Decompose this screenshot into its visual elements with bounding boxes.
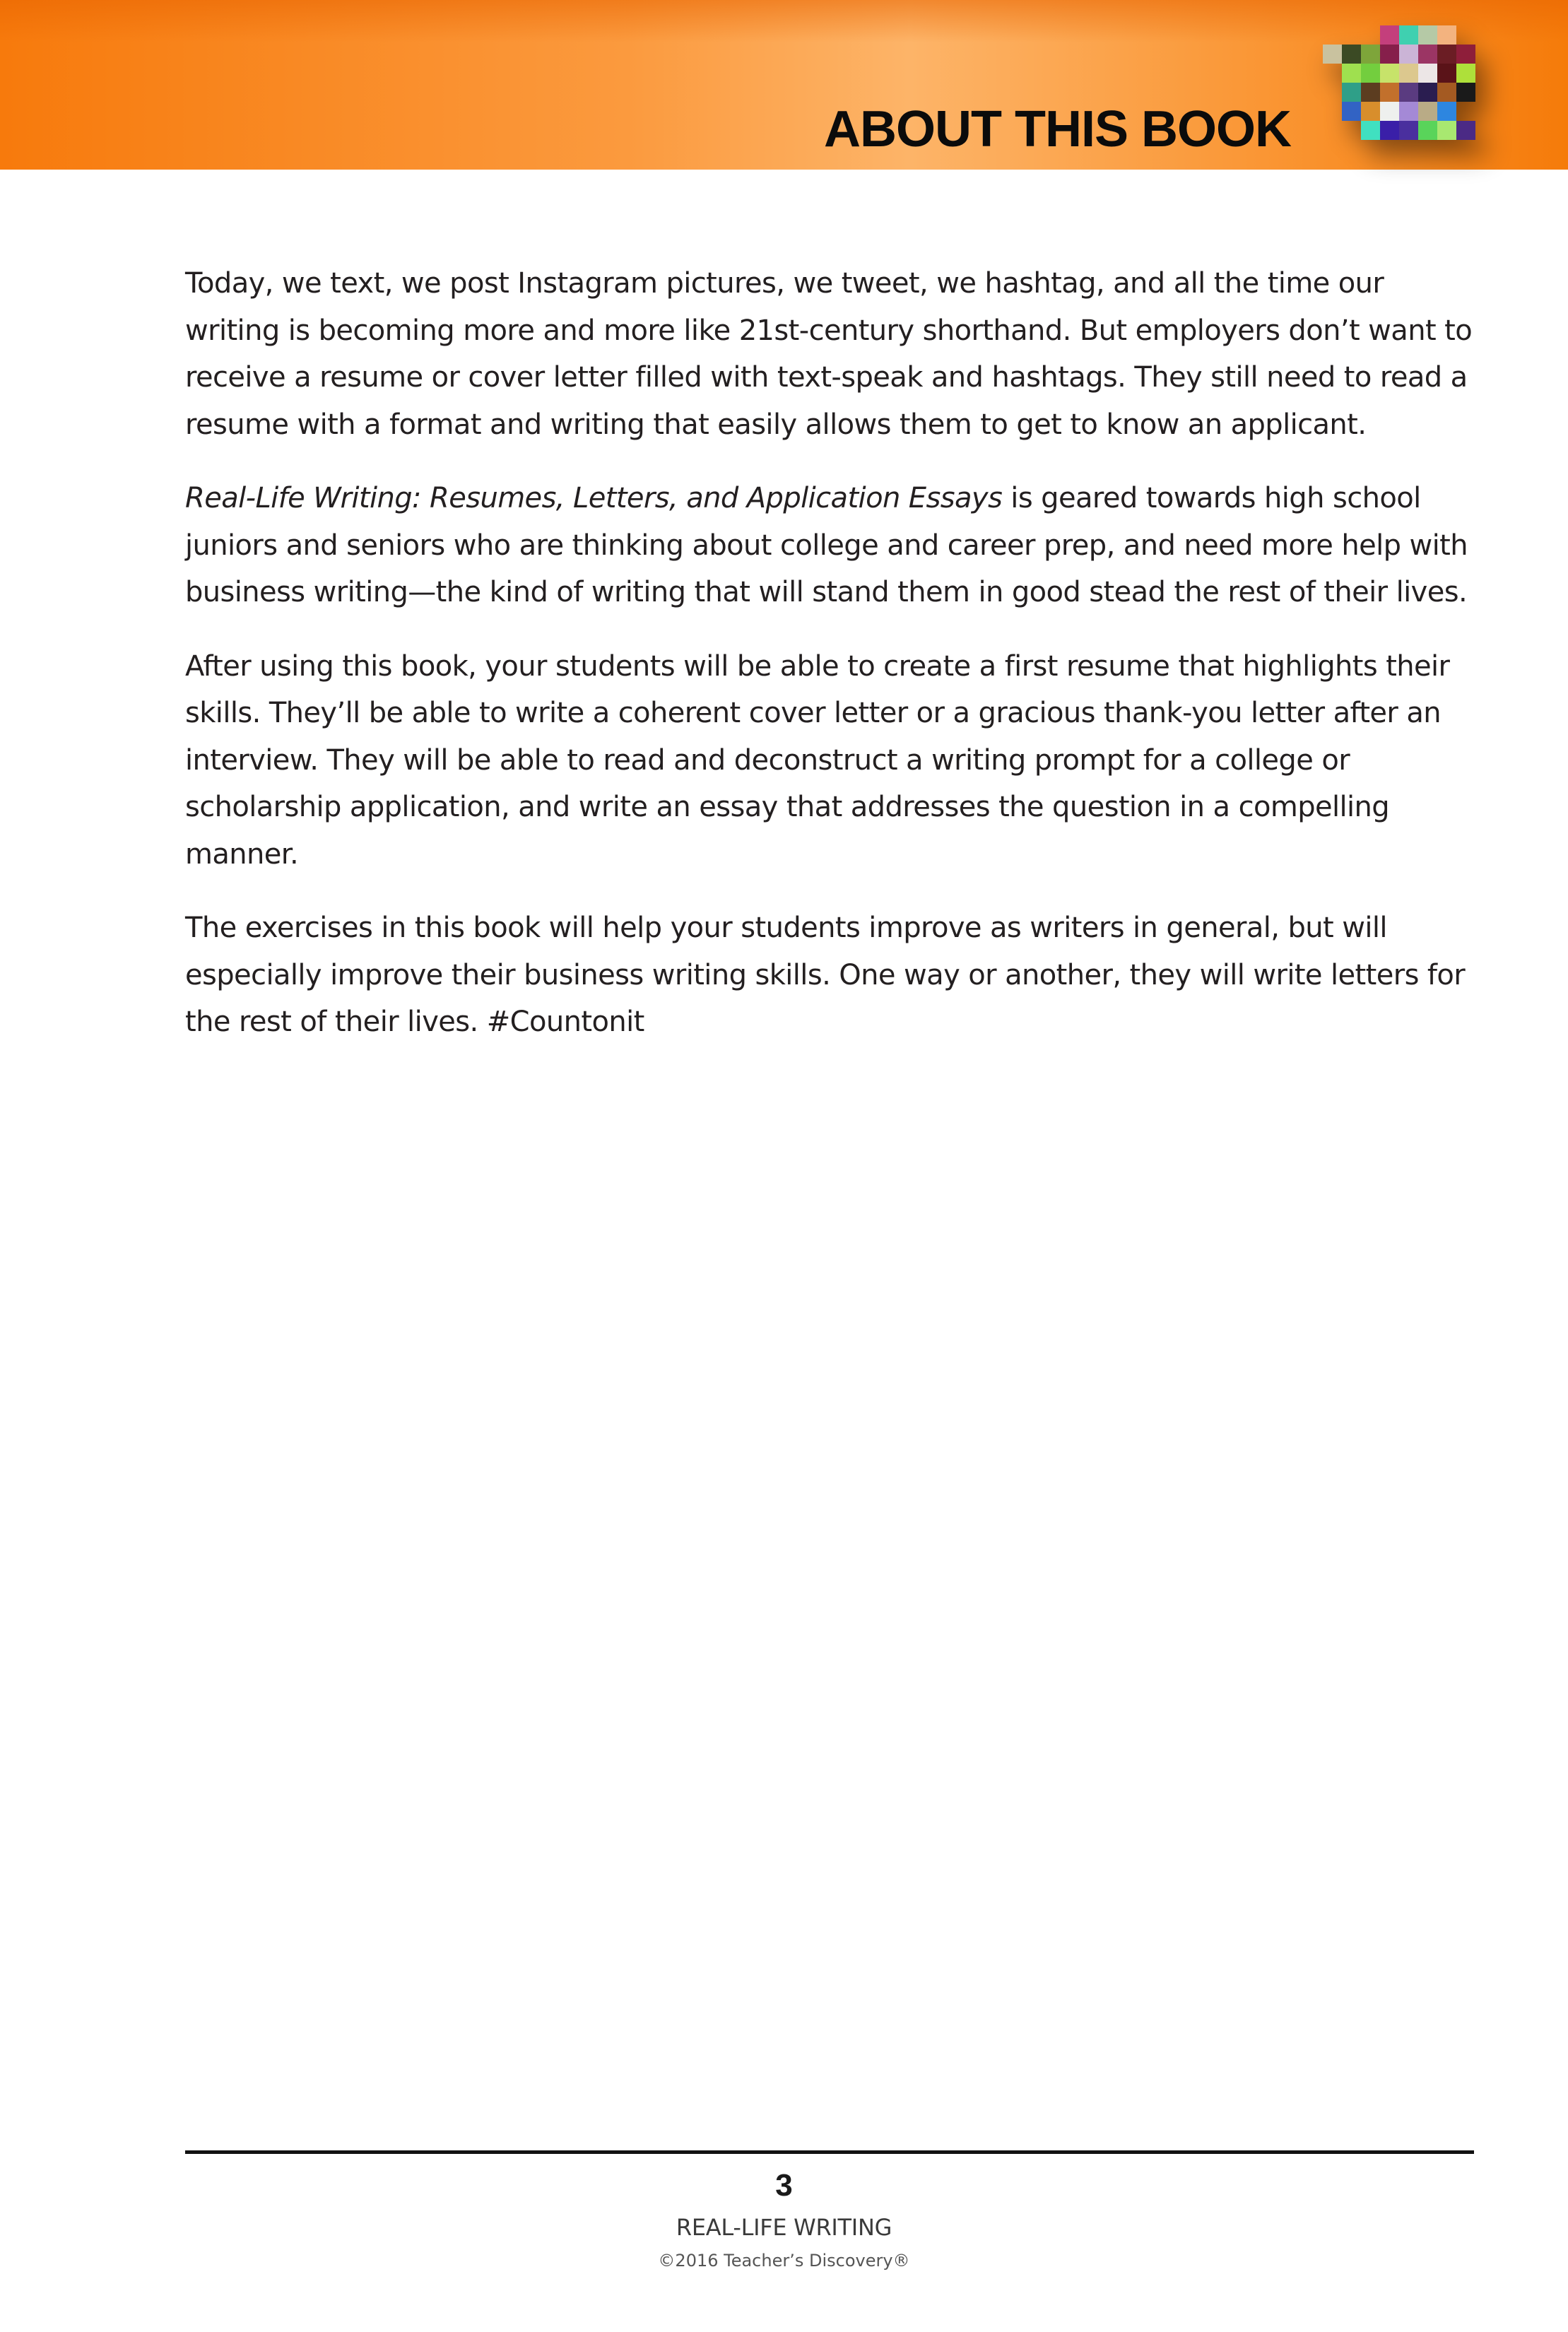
mosaic-tile xyxy=(1380,83,1399,102)
mosaic-tile xyxy=(1418,45,1437,64)
mosaic-tile xyxy=(1456,83,1475,102)
mosaic-tile xyxy=(1380,64,1399,83)
mosaic-tile xyxy=(1437,121,1456,140)
header-band xyxy=(0,0,1568,170)
mosaic-tile xyxy=(1437,64,1456,83)
footer-copyright: ©2016 Teacher’s Discovery® xyxy=(658,2251,910,2271)
mosaic-tile xyxy=(1437,83,1456,102)
mosaic-tile xyxy=(1380,25,1399,45)
mosaic-tile xyxy=(1361,83,1380,102)
mosaic-tile xyxy=(1380,121,1399,140)
mosaic-tile xyxy=(1361,121,1380,140)
mosaic-tile xyxy=(1361,102,1380,121)
mosaic-tile xyxy=(1437,45,1456,64)
mosaic-tile xyxy=(1456,64,1475,83)
page-title: ABOUT THIS BOOK xyxy=(824,101,1291,158)
footer-book-title: REAL-LIFE WRITING xyxy=(676,2214,892,2241)
pixel-mosaic-icon xyxy=(1323,25,1475,160)
mosaic-tile xyxy=(1399,121,1418,140)
mosaic-tile xyxy=(1380,102,1399,121)
mosaic-tile xyxy=(1418,121,1437,140)
mosaic-tile xyxy=(1399,83,1418,102)
mosaic-tile xyxy=(1418,25,1437,45)
paragraph-exercises: The exercises in this book will help your students improve as writers in general, but will especially improve their business writing skills. One way or another, they will write letters for the rest of their lives. #Countonit xyxy=(185,912,1466,1038)
mosaic-tile xyxy=(1342,102,1361,121)
mosaic-tile xyxy=(1437,25,1456,45)
mosaic-tile xyxy=(1456,45,1475,64)
book-title-italic: Real-Life Writing: Resumes, Letters, and Application Essays xyxy=(185,482,1003,514)
page-number: 3 xyxy=(775,2168,793,2203)
mosaic-tile xyxy=(1437,102,1456,121)
mosaic-tile xyxy=(1342,64,1361,83)
mosaic-tile xyxy=(1418,83,1437,102)
mosaic-tile xyxy=(1342,83,1361,102)
mosaic-tile xyxy=(1323,45,1342,64)
paragraph-intro: Today, we text, we post Instagram pictures, we tweet, we hashtag, and all the time our writing is becoming more and more like 21st-century shorthand. But employers don’t want to receive a resume or cover letter filled with text-speak and hashtags. They still need to read a resume with a format and writing that easily allows them to get to know an applicant. xyxy=(185,267,1473,441)
footer-divider xyxy=(185,2150,1474,2154)
mosaic-tile xyxy=(1361,64,1380,83)
mosaic-tile xyxy=(1361,45,1380,64)
mosaic-tile xyxy=(1418,64,1437,83)
mosaic-tile xyxy=(1399,102,1418,121)
mosaic-tile xyxy=(1399,45,1418,64)
main-content xyxy=(185,260,1485,1073)
mosaic-tile xyxy=(1418,102,1437,121)
mosaic-tile xyxy=(1380,45,1399,64)
mosaic-tile xyxy=(1399,25,1418,45)
mosaic-tile xyxy=(1342,45,1361,64)
paragraph-book-description-text: is geared towards high school juniors and seniors who are thinking about college and career prep, and need more help with business writing—the kind of writing that will stand them in good stead the rest of their lives. xyxy=(185,482,1468,608)
paragraph-book-description xyxy=(185,475,1485,616)
paragraph-outcomes: After using this book, your students will be able to create a first resume that highlights their skills. They’ll be able to write a coherent cover letter or a gracious thank-you letter after an interview. They will be able to read and deconstruct a writing prompt for a college or scholarship application, and write an essay that addresses the question in a compelling manner. xyxy=(185,649,1450,871)
mosaic-tile xyxy=(1456,121,1475,140)
mosaic-tile xyxy=(1399,64,1418,83)
